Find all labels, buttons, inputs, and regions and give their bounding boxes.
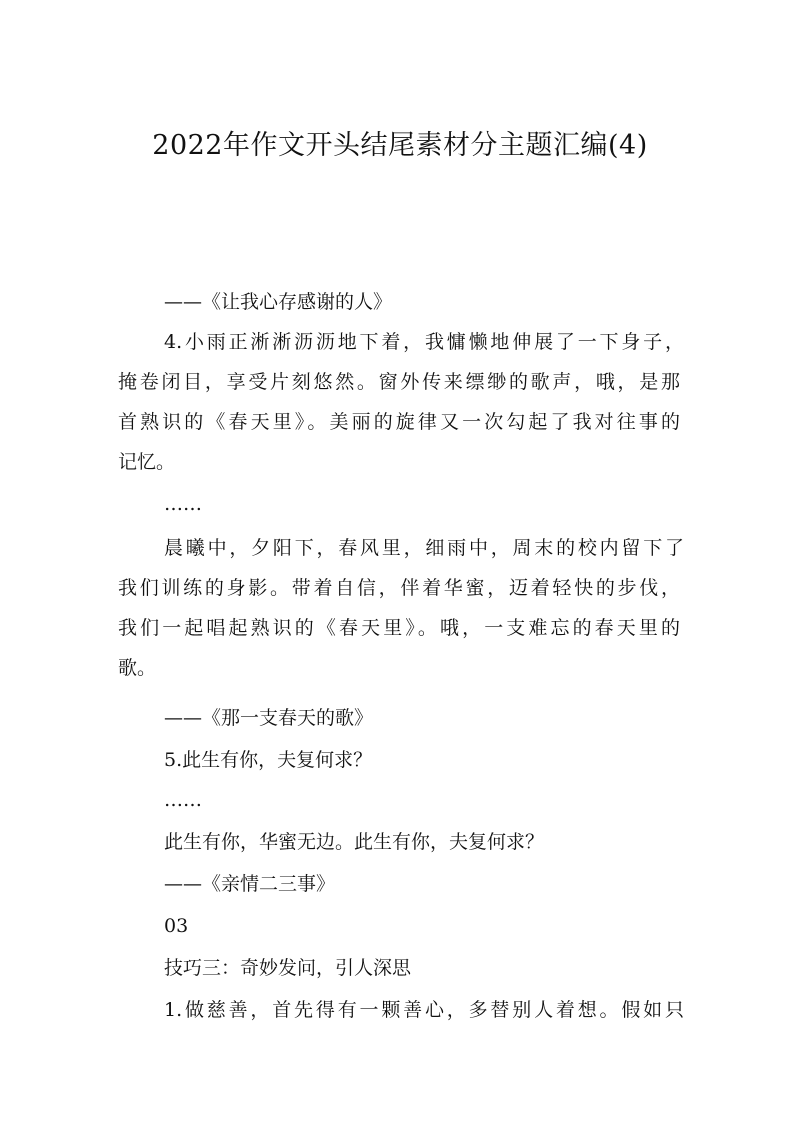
ellipsis: ……	[164, 493, 202, 515]
source-citation: ——《亲情二三事》	[164, 873, 336, 895]
paragraph-line: 此生有你，华蜜无边。此生有你，夫复何求？	[164, 831, 545, 853]
paragraph-line: 1.做慈善，首先得有一颗善心，多替别人着想。假如只	[164, 999, 684, 1021]
paragraph-line: 歌。	[118, 657, 157, 679]
document-title: 2022年作文开头结尾素材分主题汇编(4)	[152, 130, 648, 161]
section-number: 03	[164, 915, 189, 937]
source-citation: ——《让我心存感谢的人》	[164, 291, 393, 313]
section-heading: 技巧三：奇妙发问，引人深思	[164, 957, 412, 979]
paragraph-line: 我们一起唱起熟识的《春天里》。哦，一支难忘的春天里的	[118, 617, 680, 639]
paragraph-line: 掩卷闭目，享受片刻悠然。窗外传来缥缈的歌声，哦，是那	[118, 371, 680, 393]
ellipsis: ……	[164, 789, 202, 811]
paragraph-line: 4.小雨正淅淅沥沥地下着，我慵懒地伸展了一下身子，	[164, 331, 684, 353]
paragraph-line: 5.此生有你，夫复何求？	[164, 749, 373, 771]
source-citation: ——《那一支春天的歌》	[164, 707, 374, 729]
paragraph-line: 晨曦中，夕阳下，春风里，细雨中，周末的校内留下了	[164, 537, 684, 559]
paragraph-line: 首熟识的《春天里》。美丽的旋律又一次勾起了我对往事的	[118, 411, 680, 433]
paragraph-line: 记忆。	[118, 451, 176, 473]
paragraph-line: 我们训练的身影。带着自信，伴着华蜜，迈着轻快的步伐，	[118, 577, 680, 599]
